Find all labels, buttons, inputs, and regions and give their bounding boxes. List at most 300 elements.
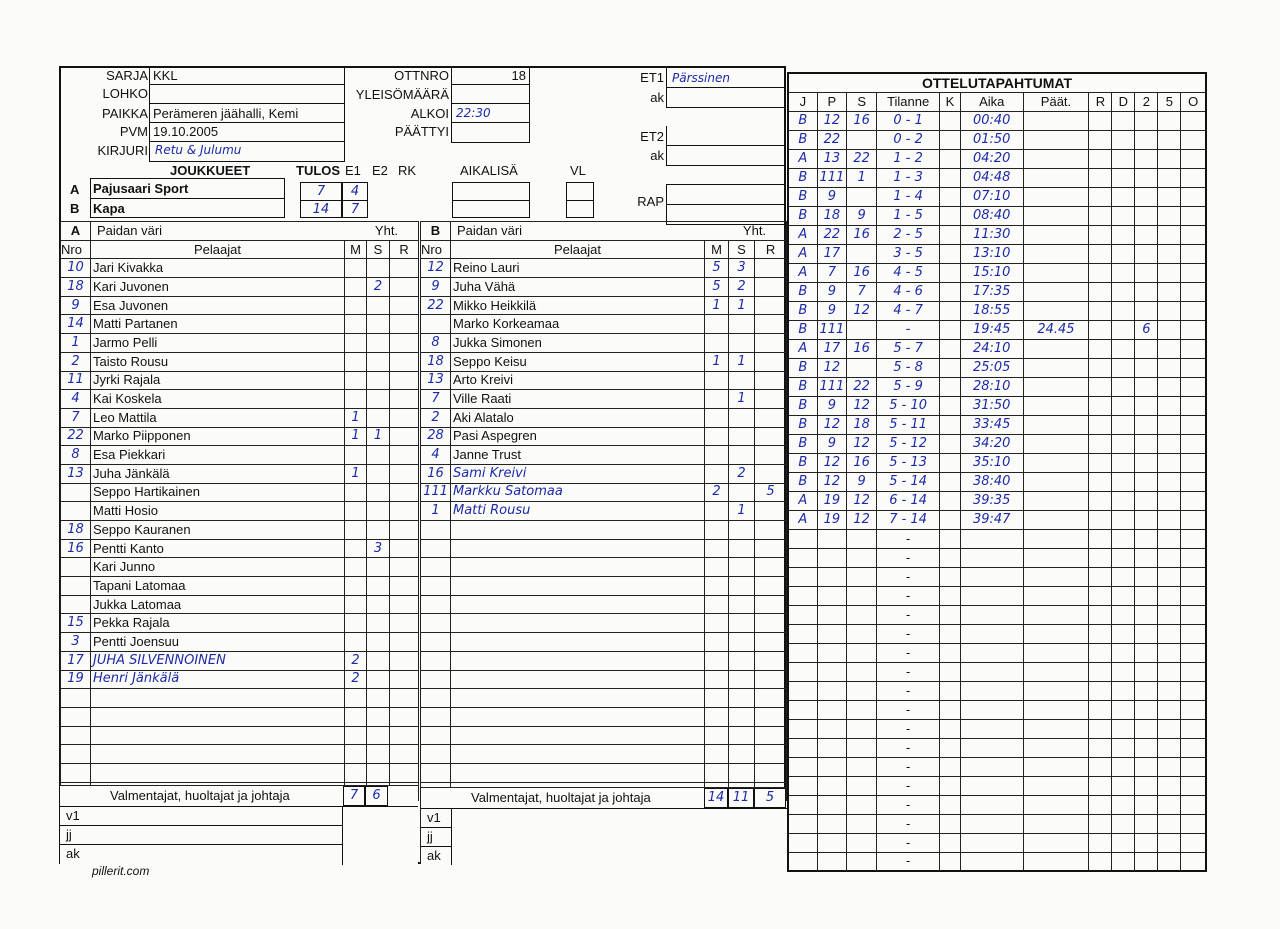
event-aika: 38:40	[960, 472, 1023, 491]
event-r	[1089, 111, 1112, 130]
player-number	[61, 595, 91, 614]
event-c5	[1158, 301, 1181, 320]
event-r	[1089, 510, 1112, 529]
event-j	[788, 662, 817, 681]
player-s	[367, 558, 390, 577]
event-s	[847, 681, 877, 700]
player-number	[421, 763, 451, 782]
player-r	[390, 278, 419, 297]
event-c5	[1158, 567, 1181, 586]
player-m	[345, 446, 367, 465]
team-a-player-row	[61, 651, 419, 670]
event-r	[1089, 396, 1112, 415]
event-row	[788, 605, 1206, 624]
event-r	[1089, 377, 1112, 396]
event-o	[1181, 301, 1206, 320]
player-s	[367, 502, 390, 521]
event-k	[939, 795, 960, 814]
event-aika: 07:10	[960, 187, 1023, 206]
event-o	[1181, 225, 1206, 244]
player-s	[729, 539, 755, 558]
event-r	[1089, 149, 1112, 168]
player-number: 18	[61, 278, 91, 297]
event-c2	[1135, 567, 1158, 586]
events-5-header: 5	[1158, 92, 1181, 111]
event-k	[939, 605, 960, 624]
player-s	[367, 577, 390, 596]
player-number	[61, 763, 91, 782]
event-d	[1112, 206, 1135, 225]
player-name: Tapani Latomaa	[91, 577, 345, 596]
player-r	[390, 502, 419, 521]
event-j: B	[788, 187, 817, 206]
event-o	[1181, 529, 1206, 548]
events-s-header: S	[847, 92, 877, 111]
team-b-staff	[420, 787, 786, 864]
team-a-v1-label: v1	[66, 808, 80, 823]
event-d	[1112, 719, 1135, 738]
event-c2	[1135, 795, 1158, 814]
event-aika	[960, 700, 1023, 719]
event-j: B	[788, 434, 817, 453]
player-name: Juha Jänkälä	[91, 464, 345, 483]
event-row	[788, 206, 1206, 225]
event-c2	[1135, 491, 1158, 510]
player-r	[390, 483, 419, 502]
team-a-e1: 4	[350, 184, 360, 199]
player-m: 2	[345, 651, 367, 670]
kirjuri-value: Retu & Julumu	[155, 143, 242, 157]
event-j: B	[788, 415, 817, 434]
event-paat	[1023, 757, 1089, 776]
event-p	[817, 757, 846, 776]
team-a-player-row	[61, 371, 419, 390]
event-paat	[1023, 529, 1089, 548]
event-j: B	[788, 377, 817, 396]
event-d	[1112, 339, 1135, 358]
event-c2	[1135, 472, 1158, 491]
event-s	[847, 662, 877, 681]
player-name: Aki Alatalo	[451, 408, 705, 427]
event-k	[939, 529, 960, 548]
player-m	[345, 278, 367, 297]
team-b-player-row	[421, 278, 787, 297]
event-s	[847, 605, 877, 624]
player-m: 2	[705, 483, 729, 502]
player-number: 18	[61, 521, 91, 540]
player-r	[755, 670, 787, 689]
event-row	[788, 567, 1206, 586]
event-d	[1112, 187, 1135, 206]
event-tilanne: 0 - 1	[877, 111, 940, 130]
event-j	[788, 605, 817, 624]
pvm-value: 19.10.2005	[153, 124, 219, 139]
event-tilanne: 5 - 10	[877, 396, 940, 415]
event-j	[788, 852, 817, 871]
player-number	[421, 670, 451, 689]
event-d	[1112, 111, 1135, 130]
event-aika: 18:55	[960, 301, 1023, 320]
team-b-roster-letter: B	[421, 222, 451, 241]
events-p-header: P	[817, 92, 846, 111]
player-name	[451, 689, 705, 708]
team-b-total-r: 5	[765, 790, 775, 805]
event-k	[939, 643, 960, 662]
event-paat	[1023, 795, 1089, 814]
player-m	[705, 464, 729, 483]
player-s	[729, 521, 755, 540]
event-r	[1089, 833, 1112, 852]
player-number	[421, 577, 451, 596]
event-aika: 00:40	[960, 111, 1023, 130]
event-j	[788, 548, 817, 567]
player-number: 4	[421, 446, 451, 465]
event-paat	[1023, 358, 1089, 377]
team-a-player-row	[61, 483, 419, 502]
event-r	[1089, 358, 1112, 377]
player-name: Pentti Joensuu	[91, 633, 345, 652]
event-s	[847, 833, 877, 852]
player-name: Kai Koskela	[91, 390, 345, 409]
event-aika: 04:20	[960, 149, 1023, 168]
player-m	[345, 577, 367, 596]
player-name	[451, 614, 705, 633]
event-tilanne: -	[877, 548, 940, 567]
event-r	[1089, 472, 1112, 491]
event-j	[788, 757, 817, 776]
event-o	[1181, 377, 1206, 396]
player-name	[451, 763, 705, 782]
event-j	[788, 719, 817, 738]
event-aika	[960, 529, 1023, 548]
event-aika	[960, 662, 1023, 681]
event-p	[817, 776, 846, 795]
player-s	[367, 352, 390, 371]
event-aika	[960, 624, 1023, 643]
event-c5	[1158, 415, 1181, 434]
event-p: 19	[817, 510, 846, 529]
event-p	[817, 662, 846, 681]
team-a-player-row	[61, 408, 419, 427]
event-aika	[960, 852, 1023, 871]
event-s: 9	[847, 206, 877, 225]
player-m: 1	[345, 464, 367, 483]
event-aika	[960, 757, 1023, 776]
player-name: Reino Lauri	[451, 259, 705, 278]
player-m	[345, 371, 367, 390]
event-j: A	[788, 339, 817, 358]
event-k	[939, 662, 960, 681]
player-number: 1	[421, 502, 451, 521]
team-b-player-row	[421, 763, 787, 782]
player-m	[345, 539, 367, 558]
event-tilanne: 0 - 2	[877, 130, 940, 149]
events-d-header: D	[1112, 92, 1135, 111]
event-s	[847, 814, 877, 833]
player-number: 2	[61, 352, 91, 371]
player-m	[345, 352, 367, 371]
event-o	[1181, 776, 1206, 795]
event-c5	[1158, 681, 1181, 700]
event-tilanne: 4 - 7	[877, 301, 940, 320]
event-row	[788, 111, 1206, 130]
player-number	[61, 502, 91, 521]
team-a-player-row	[61, 427, 419, 446]
player-r	[390, 446, 419, 465]
event-d	[1112, 149, 1135, 168]
player-r	[390, 371, 419, 390]
label-et1: ET1	[640, 70, 664, 85]
team-a-staff	[60, 785, 418, 864]
label-joukkueet: JOUKKUEET	[170, 163, 251, 178]
event-c5	[1158, 244, 1181, 263]
event-p	[817, 605, 846, 624]
player-name: Jukka Simonen	[451, 334, 705, 353]
event-tilanne: -	[877, 776, 940, 795]
label-alkoi: ALKOI	[410, 106, 449, 121]
player-r	[755, 521, 787, 540]
event-s: 12	[847, 301, 877, 320]
event-p: 17	[817, 339, 846, 358]
event-row	[788, 225, 1206, 244]
event-d	[1112, 586, 1135, 605]
event-c5	[1158, 814, 1181, 833]
player-r	[755, 427, 787, 446]
player-s: 2	[729, 278, 755, 297]
event-k	[939, 624, 960, 643]
player-m	[705, 539, 729, 558]
player-number: 2	[421, 408, 451, 427]
event-row	[788, 510, 1206, 529]
event-k	[939, 320, 960, 339]
player-name	[451, 707, 705, 726]
event-j	[788, 795, 817, 814]
event-row	[788, 795, 1206, 814]
event-tilanne: -	[877, 738, 940, 757]
event-c2	[1135, 282, 1158, 301]
team-a-total-s: 6	[372, 788, 381, 803]
player-r	[755, 763, 787, 782]
player-name: Jarmo Pelli	[91, 334, 345, 353]
event-c2	[1135, 187, 1158, 206]
event-paat	[1023, 244, 1089, 263]
player-name: Jari Kivakka	[91, 259, 345, 278]
player-s	[729, 334, 755, 353]
player-s	[729, 427, 755, 446]
event-row	[788, 719, 1206, 738]
player-m	[345, 745, 367, 764]
team-b-nro-header: Nro	[421, 240, 451, 259]
player-r	[390, 726, 419, 745]
player-m	[345, 390, 367, 409]
event-r	[1089, 130, 1112, 149]
event-c5	[1158, 396, 1181, 415]
team-a-r-header: R	[390, 240, 419, 259]
event-row	[788, 377, 1206, 396]
event-s	[847, 700, 877, 719]
player-m	[345, 614, 367, 633]
player-m	[705, 371, 729, 390]
event-aika: 39:35	[960, 491, 1023, 510]
player-number: 17	[61, 651, 91, 670]
team-a-player-row	[61, 502, 419, 521]
event-s: 16	[847, 263, 877, 282]
event-s	[847, 624, 877, 643]
team-a-player-row	[61, 464, 419, 483]
event-p: 17	[817, 244, 846, 263]
event-j	[788, 776, 817, 795]
event-paat	[1023, 700, 1089, 719]
event-j: B	[788, 206, 817, 225]
event-row	[788, 548, 1206, 567]
player-s: 3	[367, 539, 390, 558]
event-tilanne: -	[877, 700, 940, 719]
event-p	[817, 586, 846, 605]
event-r	[1089, 187, 1112, 206]
event-r	[1089, 757, 1112, 776]
event-d	[1112, 168, 1135, 187]
event-c5	[1158, 757, 1181, 776]
event-row	[788, 263, 1206, 282]
team-a-jj-label: jj	[66, 827, 72, 842]
event-aika: 33:45	[960, 415, 1023, 434]
event-o	[1181, 662, 1206, 681]
event-d	[1112, 776, 1135, 795]
event-j: A	[788, 491, 817, 510]
player-r	[755, 352, 787, 371]
event-tilanne: -	[877, 567, 940, 586]
player-m: 1	[345, 408, 367, 427]
event-c2	[1135, 814, 1158, 833]
player-s	[367, 745, 390, 764]
team-a-roster-letter: A	[61, 222, 91, 241]
event-row	[788, 643, 1206, 662]
event-p: 9	[817, 187, 846, 206]
player-number	[61, 707, 91, 726]
player-name: Matti Partanen	[91, 315, 345, 334]
player-name	[451, 539, 705, 558]
event-c2	[1135, 833, 1158, 852]
event-p: 12	[817, 358, 846, 377]
events-title: OTTELUTAPAHTUMAT	[788, 73, 1206, 92]
event-d	[1112, 282, 1135, 301]
player-r	[755, 390, 787, 409]
event-k	[939, 377, 960, 396]
team-a-player-row	[61, 259, 419, 278]
event-c5	[1158, 206, 1181, 225]
player-name	[91, 707, 345, 726]
event-tilanne: -	[877, 624, 940, 643]
label-e2: E2	[372, 163, 388, 178]
event-tilanne: 7 - 14	[877, 510, 940, 529]
team-b-player-row	[421, 651, 787, 670]
team-a-player-row	[61, 689, 419, 708]
player-name	[451, 558, 705, 577]
event-p: 7	[817, 263, 846, 282]
event-c2	[1135, 548, 1158, 567]
event-c5	[1158, 377, 1181, 396]
event-c2	[1135, 738, 1158, 757]
player-r	[390, 259, 419, 278]
team-a-total-m: 7	[349, 788, 359, 803]
player-s	[367, 689, 390, 708]
player-name: Taisto Rousu	[91, 352, 345, 371]
player-name: JUHA SILVENNOINEN	[91, 651, 345, 670]
event-c2	[1135, 244, 1158, 263]
event-s	[847, 757, 877, 776]
event-r	[1089, 567, 1112, 586]
event-c5	[1158, 282, 1181, 301]
event-o	[1181, 738, 1206, 757]
event-paat	[1023, 643, 1089, 662]
event-p: 9	[817, 282, 846, 301]
event-d	[1112, 852, 1135, 871]
team-a-player-row	[61, 595, 419, 614]
player-m	[345, 763, 367, 782]
team-b-m-header: M	[705, 240, 729, 259]
event-paat	[1023, 776, 1089, 795]
event-tilanne: -	[877, 605, 940, 624]
event-paat	[1023, 453, 1089, 472]
event-c5	[1158, 605, 1181, 624]
event-c2	[1135, 453, 1158, 472]
event-j: B	[788, 301, 817, 320]
events-tilanne-header: Tilanne	[877, 92, 940, 111]
event-r	[1089, 795, 1112, 814]
event-k	[939, 833, 960, 852]
event-c5	[1158, 548, 1181, 567]
team-b-player-row	[421, 483, 787, 502]
event-aika	[960, 814, 1023, 833]
event-row	[788, 301, 1206, 320]
player-m	[705, 390, 729, 409]
event-paat	[1023, 738, 1089, 757]
event-row	[788, 776, 1206, 795]
event-k	[939, 719, 960, 738]
player-m	[705, 521, 729, 540]
player-m	[705, 315, 729, 334]
event-d	[1112, 491, 1135, 510]
event-aika	[960, 586, 1023, 605]
event-paat	[1023, 339, 1089, 358]
player-number: 8	[61, 446, 91, 465]
team-b-v1-label: v1	[427, 810, 441, 825]
event-c2	[1135, 700, 1158, 719]
player-s	[367, 633, 390, 652]
team-b-name: Kapa	[93, 201, 125, 216]
player-r	[390, 427, 419, 446]
player-s	[367, 446, 390, 465]
event-paat	[1023, 510, 1089, 529]
player-s	[367, 595, 390, 614]
event-aika	[960, 738, 1023, 757]
player-name	[91, 726, 345, 745]
event-r	[1089, 244, 1112, 263]
event-p: 22	[817, 225, 846, 244]
player-r	[755, 745, 787, 764]
event-k	[939, 358, 960, 377]
event-o	[1181, 472, 1206, 491]
event-j	[788, 700, 817, 719]
player-r	[755, 595, 787, 614]
event-row	[788, 396, 1206, 415]
team-b-player-row	[421, 390, 787, 409]
event-c5	[1158, 491, 1181, 510]
event-s: 12	[847, 491, 877, 510]
player-r	[755, 408, 787, 427]
player-s	[367, 408, 390, 427]
event-j: B	[788, 472, 817, 491]
